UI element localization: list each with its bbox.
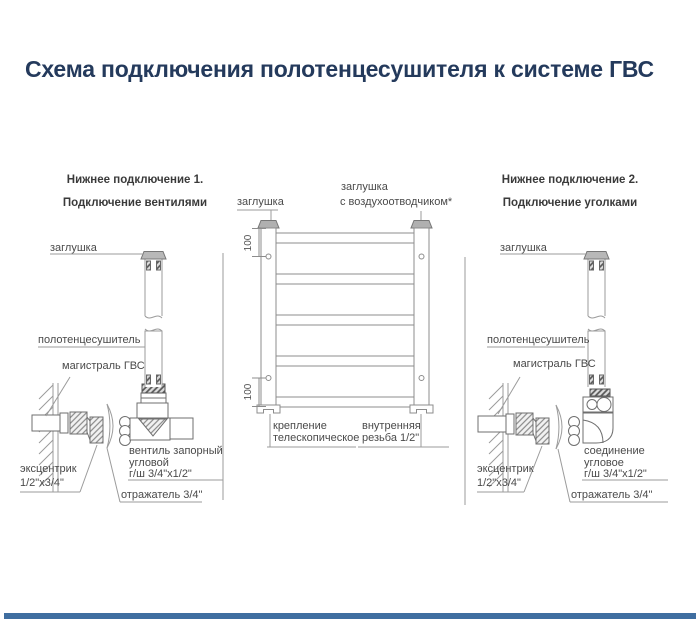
eccentric-label-left-line2: 1/2"x3/4" [20,477,64,489]
eccentric-icon [70,412,103,443]
dimension-100-top: 100 [243,234,254,252]
corner-joint-label-line1: соединение [584,445,645,457]
reflector-label-left: отражатель 3/4" [121,489,203,501]
plug-cap-icon [584,252,609,260]
plug-label-center-left: заглушка [237,196,284,208]
towel-rail-label-left: полотенцесушитель [38,334,141,346]
corner-union-icon [569,389,614,446]
eccentric-icon [516,413,549,444]
reflector-icon [556,405,562,449]
corner-joint-label-line2: угловое [584,457,624,469]
towel-rail-front-view-icon [257,221,433,414]
plug-cap-icon [141,252,166,260]
dimension-100-bottom: 100 [243,383,254,401]
angle-valve-icon [120,384,194,446]
towel-rail-label-right: полотенцесушитель [487,334,590,346]
eccentric-label-right-line1: эксцентрик [477,463,534,475]
thread-label-line1: внутренняя [362,420,421,432]
wall-icon [489,383,508,492]
plug-label-left: заглушка [50,242,97,254]
reflector-label-right: отражатель 3/4" [571,489,653,501]
footer-accent-bar [4,613,696,619]
section-heading-left-line2: Подключение вентилями [62,197,208,209]
valve-label-line3: г/ш 3/4"x1/2" [129,468,192,480]
plug-label-right: заглушка [500,242,547,254]
page-title: Схема подключения полотенцесушителя к системе ГВС [25,56,654,82]
supply-pipe-icon [32,413,68,433]
valve-label-line1: вентиль запорный [129,445,223,457]
valve-label-line2: угловой [129,457,169,469]
hws-main-label-left: магистраль ГВС [62,360,145,372]
reflector-icon [107,404,113,448]
section-heading-right-line2: Подключение уголками [502,197,638,209]
air-vent-plug-label-line1: заглушка [341,181,388,193]
eccentric-label-right-line2: 1/2"x3/4" [477,477,521,489]
wall-icon [39,383,58,492]
supply-pipe-icon [478,414,514,434]
mount-label-line2: телескопическое [273,432,360,444]
center-towel-rail-diagram [237,210,449,447]
air-vent-plug-label-line2: с воздухоотводчиком* [340,196,453,208]
hws-main-label-right: магистраль ГВС [513,358,596,370]
section-heading-right-line1: Нижнее подключение 2. [501,174,639,186]
riser-pipe-icon [145,259,162,387]
mount-label-line1: крепление [273,420,327,432]
thread-label-line2: резьба 1/2" [362,432,420,444]
section-heading-left-line1: Нижнее подключение 1. [66,174,204,186]
eccentric-label-left-line1: эксцентрик [20,463,77,475]
corner-joint-label-line3: г/ш 3/4"x1/2" [584,468,647,480]
